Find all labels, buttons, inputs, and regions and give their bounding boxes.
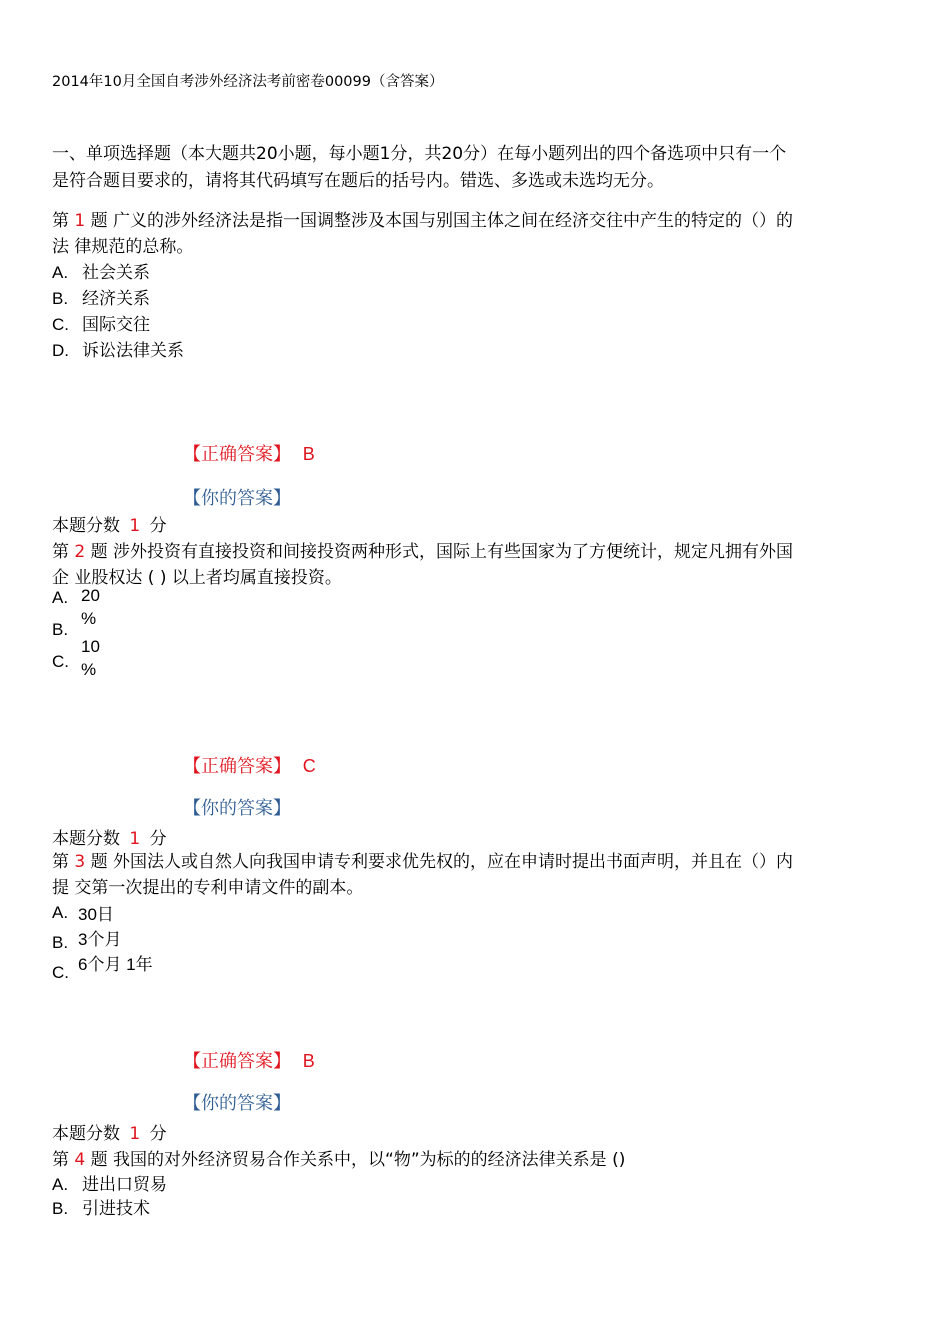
question-number: 2	[74, 542, 86, 562]
question-number: 4	[74, 1150, 86, 1170]
your-answer: 【你的答案】	[183, 798, 291, 819]
option-b-label: B.	[52, 933, 69, 952]
question-stem: 第 4 题 我国的对外经济贸易合作关系中，以“物”为标的的经济法律关系是 ()	[52, 1150, 626, 1170]
option-b: B. 引进技术	[52, 1199, 150, 1219]
option-c: C. 国际交往	[52, 315, 150, 335]
question-stem-continued: 提 交第一次提出的专利申请文件的副本。	[52, 878, 364, 898]
question-stem: 第 3 题 外国法人或自然人向我国申请专利要求优先权的，应在申请时提出书面声明，并且在（）内	[52, 852, 794, 872]
option-c-label: C.	[52, 652, 69, 671]
option-a-text: 20	[81, 586, 100, 605]
question-number: 1	[74, 211, 86, 231]
option-a-label: A.	[52, 588, 69, 607]
option-d-text: %	[81, 660, 97, 679]
section-intro	[52, 141, 786, 195]
correct-answer: 【正确答案】 C	[183, 756, 316, 777]
correct-answer-value: B	[302, 1051, 315, 1071]
options-q2	[52, 586, 132, 688]
correct-answer: 【正确答案】 B	[183, 1051, 315, 1072]
question-stem-continued: 法 律规范的总称。	[52, 237, 194, 257]
question-stem: 第 1 题 广义的涉外经济法是指一国调整涉及本国与别国主体之间在经济交往中产生的特定的（）的	[52, 211, 794, 231]
correct-answer: 【正确答案】 B	[183, 444, 315, 465]
option-a-label: A.	[52, 903, 69, 922]
question-2	[52, 539, 793, 591]
question-stem-continued: 企 业股权达 ( ) 以上者均属直接投资。	[52, 568, 342, 588]
question-stem: 第 2 题 涉外投资有直接投资和间接投资两种形式，国际上有些国家为了方便统计，规定凡拥有外国	[52, 542, 794, 562]
option-c-text: 10	[81, 637, 100, 656]
question-1	[52, 208, 793, 364]
option-c-label: C.	[52, 963, 69, 982]
option-b-label: B.	[52, 620, 69, 639]
option-b-text: %	[81, 609, 97, 628]
correct-answer-value: C	[302, 756, 316, 776]
correct-answer-value: B	[302, 444, 315, 464]
option-c-text: 6个月 1年	[78, 955, 153, 974]
intro-line-2: 是符合题目要求的，请将其代码填写在题后的括号内。错选、多选或未选均无分。	[52, 171, 664, 191]
intro-line-1: 一、单项选择题（本大题共20小题，每小题1分，共20分）在每小题列出的四个备选项中只有一个	[52, 144, 787, 164]
option-a-text: 30日	[78, 905, 114, 924]
question-4	[52, 1147, 625, 1221]
option-a: A. 进出口贸易	[52, 1175, 167, 1195]
options-q3	[52, 897, 252, 1000]
option-a: A. 社会关系	[52, 263, 150, 283]
document-title: 2014年10月全国自考涉外经济法考前密卷00099（含答案）	[52, 74, 444, 90]
option-b-text: 3个月	[78, 930, 122, 949]
question-score: 本题分数 1 分	[52, 829, 167, 849]
option-b: B. 经济关系	[52, 289, 150, 309]
question-3	[52, 849, 793, 901]
question-score: 本题分数 1 分	[52, 516, 167, 536]
option-d: D. 诉讼法律关系	[52, 341, 184, 361]
question-score: 本题分数 1 分	[52, 1124, 167, 1144]
question-number: 3	[74, 852, 86, 872]
your-answer: 【你的答案】	[183, 488, 291, 509]
your-answer: 【你的答案】	[183, 1093, 291, 1114]
